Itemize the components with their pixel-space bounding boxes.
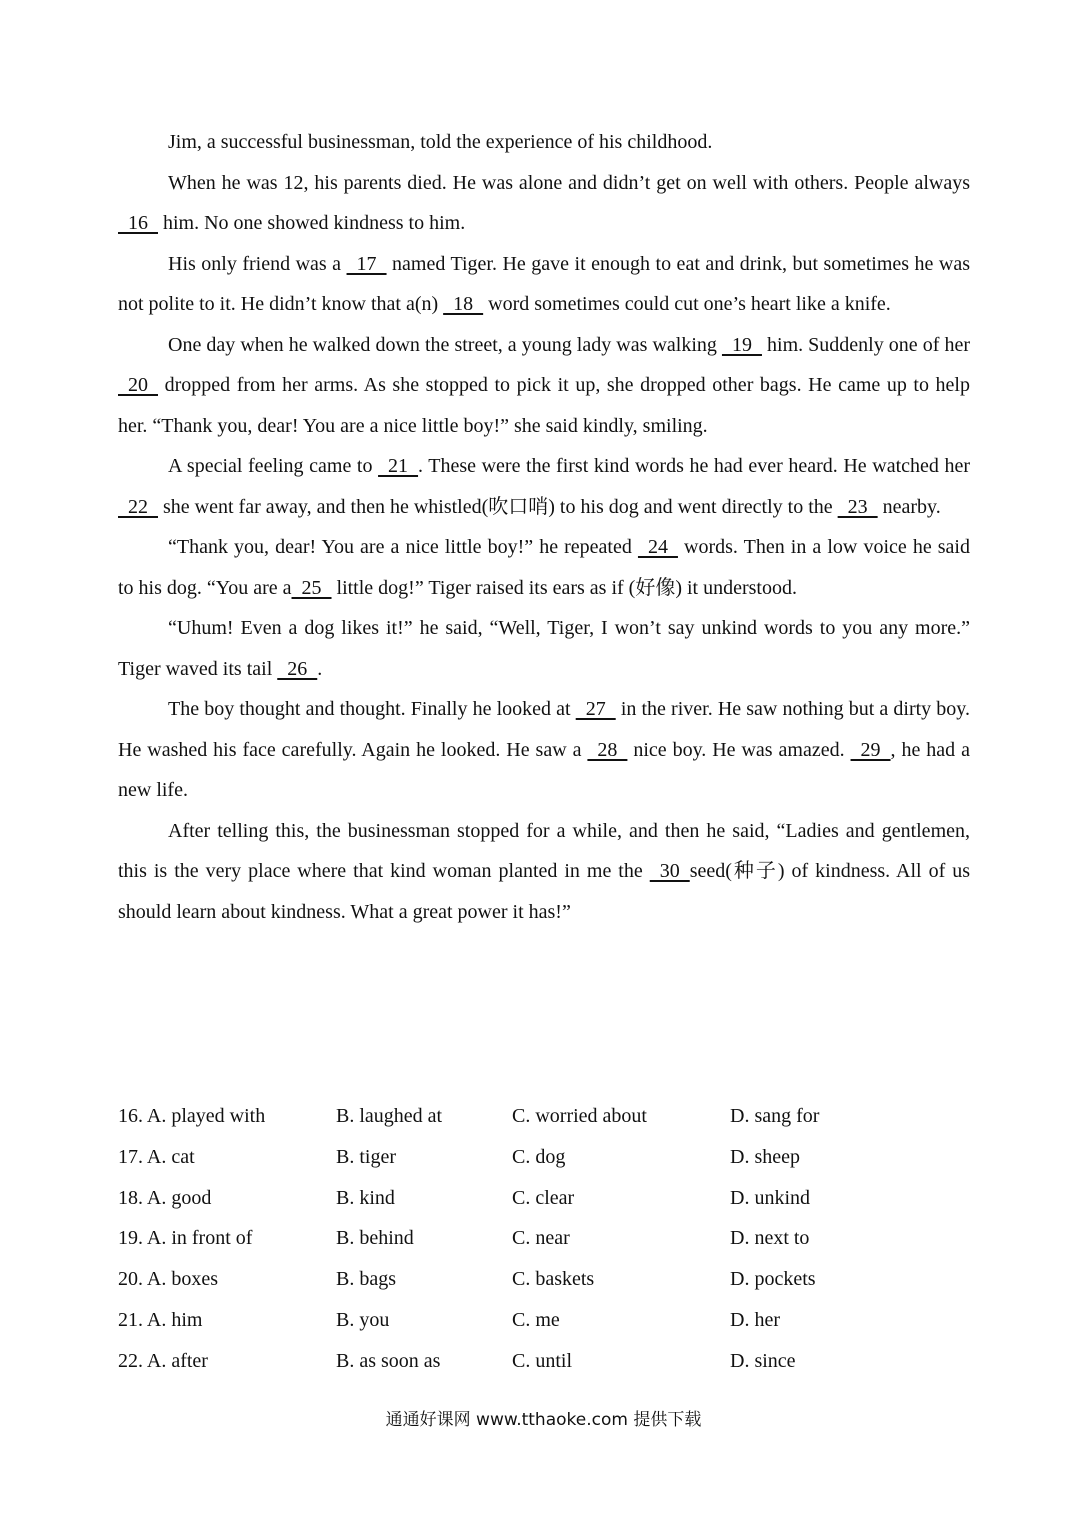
blank-16: 16 [118, 212, 158, 234]
option-b: B. laughed at [336, 1105, 443, 1127]
option-c: C. near [512, 1227, 570, 1250]
option-a: 21. A. him [118, 1308, 203, 1331]
question-row [118, 1259, 970, 1300]
paragraph-text: When he was 12, his parents died. He was alone and didn’t get on well with others. People always [168, 171, 970, 194]
paragraph-text: nearby. [877, 495, 941, 518]
paragraph [118, 608, 970, 689]
option-b: B. tiger [336, 1145, 396, 1168]
option-a: 20. A. boxes [118, 1268, 218, 1291]
paragraph [118, 122, 970, 163]
answer-options [118, 1096, 970, 1382]
cloze-passage [118, 122, 970, 932]
option-c: C. clear [512, 1186, 575, 1209]
blank-18: 18 [443, 293, 484, 315]
blank-25: 25 [291, 576, 332, 599]
paragraph-text: A special feeling came to [168, 455, 379, 477]
blank-30: 30 [649, 860, 690, 882]
blank-20: 20 [118, 374, 158, 396]
paragraph-text: . These were the first kind words he had ever heard. He watched her [418, 455, 970, 477]
option-d: D. since [730, 1349, 796, 1372]
paragraph [118, 163, 970, 244]
question-row [118, 1178, 970, 1219]
question-row [118, 1218, 970, 1259]
paragraph [118, 446, 970, 527]
paragraph [118, 527, 970, 608]
option-c: C. until [512, 1349, 573, 1372]
paragraph-text: The boy thought and thought. Finally he looked at [168, 698, 576, 720]
question-row [118, 1096, 970, 1137]
paragraph-text: him. No one showed kindness to him. [158, 212, 466, 234]
paragraph-text: nice boy. He was amazed. [627, 738, 851, 761]
option-a: 16. A. played with [118, 1105, 266, 1127]
option-b: B. kind [336, 1186, 395, 1209]
paragraph-text: dropped from her arms. As she stopped to pick it up, she dropped other bags. He came up to help her. “Thank you, dear! You are a nice little boy!” she said kindly, smiling. [118, 374, 970, 437]
blank-17: 17 [346, 252, 387, 275]
paragraph [118, 811, 970, 933]
blank-21: 21 [378, 455, 419, 477]
paragraph [118, 689, 970, 811]
paragraph-text: His only friend was a [168, 252, 347, 275]
paragraph [118, 325, 970, 447]
paragraph-text: little dog!” Tiger raised its ears as if (好像) it understood. [331, 576, 797, 599]
paragraph-text: , he had a new life. [118, 738, 970, 801]
question-row [118, 1137, 970, 1178]
paragraph-text: in the river. He saw nothing but a dirty boy. He washed his face carefully. Again he looked. He saw a [118, 698, 970, 761]
option-b: B. bags [336, 1268, 396, 1291]
question-row [118, 1300, 970, 1341]
option-a: 22. A. after [118, 1349, 208, 1372]
paragraph-text: . [317, 657, 323, 680]
option-b: B. as soon as [336, 1349, 441, 1372]
blank-27: 27 [575, 698, 616, 720]
option-c: C. baskets [512, 1268, 595, 1291]
paragraph-text: words. Then in a low voice he said to his dog. “You are a [118, 536, 970, 599]
option-c: C. me [512, 1308, 560, 1331]
paragraph-text: After telling this, the businessman stopped for a while, and then he said, “Ladies and gentlemen, this is the very place where that kind woman planted in me the [118, 819, 970, 882]
paragraph-text: seed(种子) of kindness. All of us should learn about kindness. What a great power it has!” [118, 860, 970, 923]
option-a: 19. A. in front of [118, 1227, 253, 1250]
paragraph-text: Jim, a successful businessman, told the experience of his childhood. [168, 131, 713, 153]
option-d: D. unkind [730, 1186, 810, 1209]
option-c: C. worried about [512, 1105, 647, 1127]
paragraph-text: “Thank you, dear! You are a nice little boy!” he repeated [168, 536, 638, 558]
option-d: D. pockets [730, 1268, 816, 1291]
paragraph-text: word sometimes could cut one’s heart like a knife. [483, 293, 891, 315]
question-row [118, 1341, 970, 1382]
blank-29: 29 [850, 738, 891, 761]
blank-26: 26 [277, 657, 318, 680]
blank-24: 24 [637, 536, 678, 558]
page-footer: 通通好课网 www.tthaoke.com 提供下载 [385, 1410, 702, 1430]
option-a: 18. A. good [118, 1186, 212, 1209]
option-a: 17. A. cat [118, 1145, 195, 1168]
blank-28: 28 [587, 738, 628, 761]
option-d: D. next to [730, 1227, 810, 1250]
blank-23: 23 [837, 495, 878, 518]
blank-22: 22 [118, 495, 158, 518]
option-c: C. dog [512, 1145, 566, 1168]
paragraph-text: One day when he walked down the street, a young lady was walking [168, 333, 722, 356]
paragraph-text: him. Suddenly one of her [761, 333, 970, 356]
paragraph-text: “Uhum! Even a dog likes it!” he said, “Well, Tiger, I won’t say unkind words to you any more.” Tiger waved its tail [118, 617, 970, 680]
paragraph-text: she went far away, and then he whistled(吹口哨) to his dog and went directly to the [158, 495, 838, 518]
option-b: B. you [336, 1308, 390, 1331]
option-d: D. her [730, 1308, 780, 1331]
option-d: D. sheep [730, 1145, 800, 1168]
option-d: D. sang for [730, 1105, 820, 1127]
paragraph [118, 244, 970, 325]
paragraph-text: named Tiger. He gave it enough to eat and drink, but sometimes he was not polite to it. He didn’t know that a(n) [118, 252, 971, 315]
blank-19: 19 [721, 333, 762, 356]
option-b: B. behind [336, 1227, 414, 1250]
